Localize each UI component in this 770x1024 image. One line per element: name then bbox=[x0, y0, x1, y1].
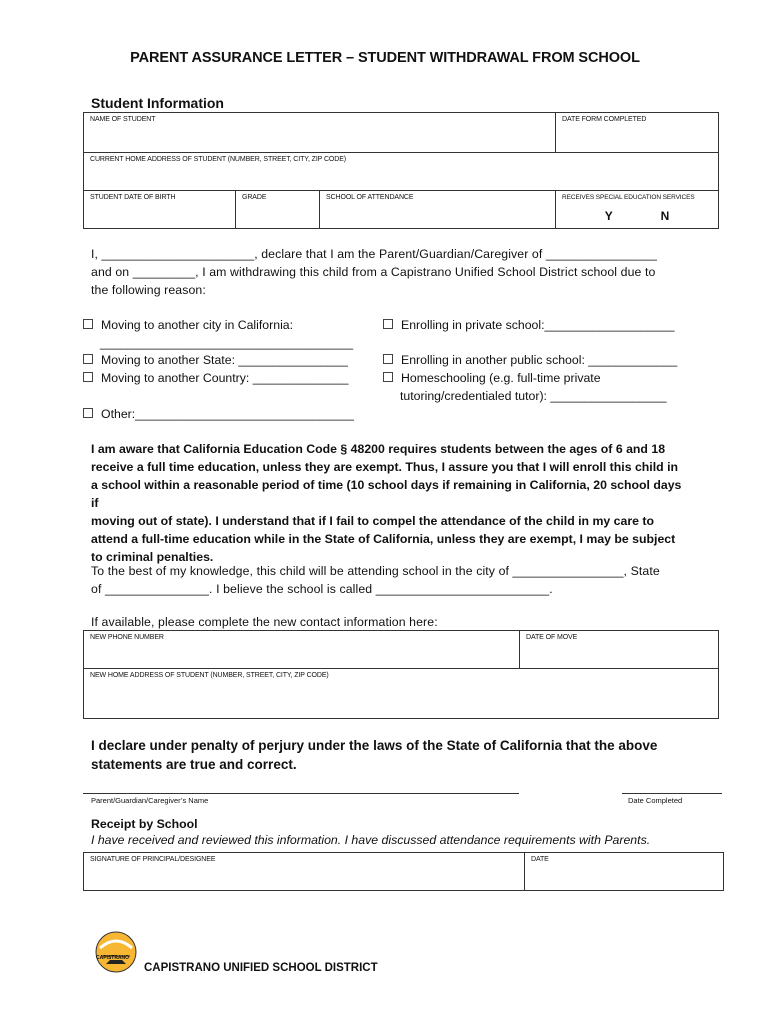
student-info-table bbox=[83, 112, 719, 229]
education-code-line: a school within a reasonable period of time (10 school days if remaining in California, 20 school days if bbox=[91, 478, 682, 510]
date-completed-sig-label: Date Completed bbox=[628, 796, 683, 805]
reason-city-blank: _____________________________________ bbox=[100, 336, 354, 350]
logo-text: CAPISTRANO bbox=[96, 955, 130, 961]
special-ed-no[interactable]: N bbox=[660, 209, 670, 223]
new-address-field[interactable] bbox=[84, 669, 719, 719]
perjury-line-1: I declare under penalty of perjury under the laws of the State of California that the above bbox=[91, 738, 658, 753]
date-of-move-field[interactable] bbox=[520, 631, 719, 669]
reason-homeschool-option[interactable] bbox=[383, 369, 601, 387]
dob-label: STUDENT DATE OF BIRTH bbox=[90, 194, 176, 201]
education-code-line: moving out of state). I understand that if I fail to compel the attendance of the child in my care to bbox=[91, 514, 654, 528]
checkbox-icon[interactable] bbox=[83, 354, 93, 364]
perjury-line-2: statements are true and correct. bbox=[91, 757, 297, 772]
education-code-line: receive a full time education, unless they are exempt. Thus, I assure you that I will enroll this child in bbox=[91, 460, 678, 474]
grade-field[interactable] bbox=[236, 191, 320, 229]
student-name-field[interactable] bbox=[84, 113, 556, 153]
receipt-heading: Receipt by School bbox=[91, 817, 198, 831]
date-completed-label: DATE FORM COMPLETED bbox=[562, 116, 647, 123]
knowledge-line-1: To the best of my knowledge, this child will be attending school in the city of ________________, State bbox=[91, 564, 660, 578]
special-ed-yes[interactable]: Y bbox=[604, 209, 613, 223]
contact-table bbox=[83, 630, 719, 719]
education-code-line: attend a full-time education while in the State of California, unless they are exempt, I may be subject bbox=[91, 532, 676, 546]
parent-name-label: Parent/Guardian/Caregiver’s Name bbox=[91, 796, 209, 805]
receipt-text: I have received and reviewed this information. I have discussed attendance requirements with Parents. bbox=[91, 833, 651, 847]
receipt-table bbox=[83, 852, 724, 891]
reason-country-label: Moving to another Country: ______________ bbox=[101, 371, 349, 385]
declaration-line-1: I, ______________________, declare that I am the Parent/Guardian/Caregiver of ________________ bbox=[91, 247, 657, 261]
reason-city-option[interactable] bbox=[83, 316, 293, 334]
date-completed-field[interactable] bbox=[556, 113, 719, 153]
reason-private-label: Enrolling in private school:___________________ bbox=[401, 318, 675, 332]
student-info-heading: Student Information bbox=[91, 95, 224, 111]
reason-other-option[interactable] bbox=[83, 405, 354, 423]
checkbox-icon[interactable] bbox=[83, 319, 93, 329]
grade-label: GRADE bbox=[242, 194, 267, 201]
knowledge-line-2: of _______________. I believe the school is called _________________________. bbox=[91, 582, 553, 596]
parent-signature-line[interactable] bbox=[83, 793, 519, 794]
student-name-label: NAME OF STUDENT bbox=[90, 116, 156, 123]
district-name: CAPISTRANO UNIFIED SCHOOL DISTRICT bbox=[144, 962, 378, 974]
school-label: SCHOOL OF ATTENDANCE bbox=[326, 194, 414, 201]
new-phone-label: NEW PHONE NUMBER bbox=[90, 634, 164, 641]
reason-country-option[interactable] bbox=[83, 369, 349, 387]
special-ed-label: RECEIVES SPECIAL EDUCATION SERVICES bbox=[562, 194, 695, 201]
district-logo bbox=[92, 930, 140, 974]
checkbox-icon[interactable] bbox=[83, 408, 93, 418]
education-code-line: I am aware that California Education Code § 48200 requires students between the ages of 6 and 18 bbox=[91, 442, 666, 456]
form-title: PARENT ASSURANCE LETTER – STUDENT WITHDRAWAL FROM SCHOOL bbox=[130, 50, 640, 66]
declaration-line-2: and on _________, I am withdrawing this child from a Capistrano Unified School District school due to bbox=[91, 265, 656, 279]
receipt-date-label: DATE bbox=[531, 856, 549, 863]
new-phone-field[interactable] bbox=[84, 631, 520, 669]
principal-signature-field[interactable] bbox=[84, 853, 525, 891]
school-field[interactable] bbox=[320, 191, 556, 229]
checkbox-icon[interactable] bbox=[83, 372, 93, 382]
reason-state-label: Moving to another State: ________________ bbox=[101, 353, 348, 367]
receipt-date-field[interactable] bbox=[525, 853, 724, 891]
reason-homeschool-label: Homeschooling (e.g. full-time private bbox=[401, 371, 601, 385]
reason-other-label: Other:________________________________ bbox=[101, 407, 355, 421]
special-ed-field[interactable] bbox=[556, 191, 719, 229]
date-completed-line[interactable] bbox=[622, 793, 722, 794]
education-code-paragraph bbox=[91, 440, 691, 566]
reason-state-option[interactable] bbox=[83, 351, 348, 369]
dob-field[interactable] bbox=[84, 191, 236, 229]
date-of-move-label: DATE OF MOVE bbox=[526, 634, 578, 641]
checkbox-icon[interactable] bbox=[383, 319, 393, 329]
education-code-line: to criminal penalties. bbox=[91, 550, 214, 564]
home-address-field[interactable] bbox=[84, 153, 719, 191]
reason-public-option[interactable] bbox=[383, 351, 677, 369]
checkbox-icon[interactable] bbox=[383, 354, 393, 364]
home-address-label: CURRENT HOME ADDRESS OF STUDENT (NUMBER, STREET, CITY, ZIP CODE) bbox=[90, 156, 347, 163]
declaration-line-3: the following reason: bbox=[91, 283, 206, 297]
reason-homeschool-line-2: tutoring/credentialed tutor): _________________ bbox=[400, 389, 667, 403]
principal-signature-label: SIGNATURE OF PRINCIPAL/DESIGNEE bbox=[90, 856, 216, 863]
reason-city-label: Moving to another city in California: bbox=[101, 318, 294, 332]
reason-public-label: Enrolling in another public school: _____________ bbox=[401, 353, 678, 367]
reason-private-option[interactable] bbox=[383, 316, 674, 334]
new-address-label: NEW HOME ADDRESS OF STUDENT (NUMBER, STREET, CITY, ZIP CODE) bbox=[90, 672, 329, 679]
contact-intro: If available, please complete the new contact information here: bbox=[91, 615, 438, 629]
checkbox-icon[interactable] bbox=[383, 372, 393, 382]
